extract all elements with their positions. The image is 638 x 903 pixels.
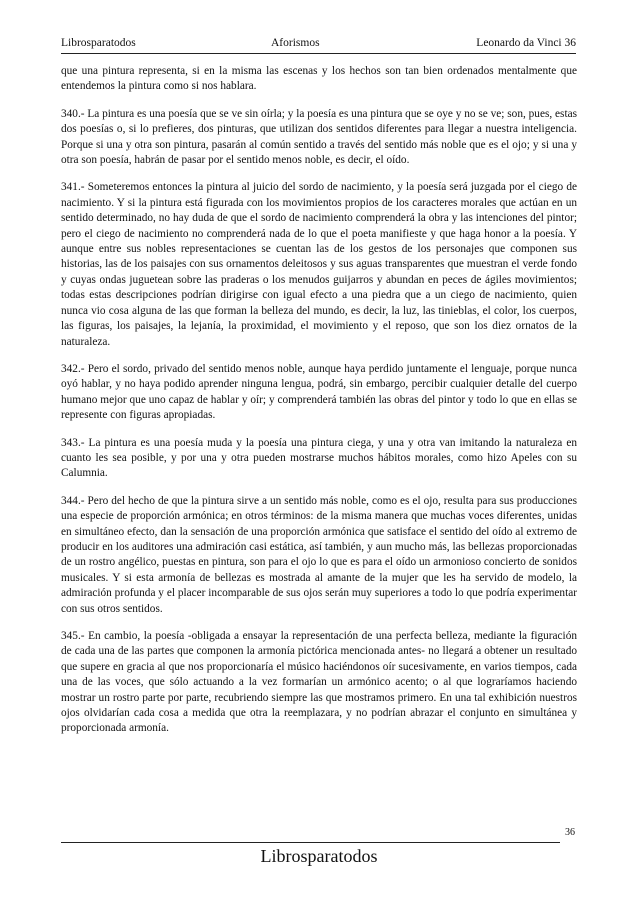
paragraph: 345.- En cambio, la poesía -obligada a ensayar la representación de una perfecta belleza, mediante la figuración de cada una de las partes que componen la armonía pictórica mencionada antes- no llegará a obtener un resultado que supere en gracia al que nos proporcionaría el músico haciéndonos oír sucesivamente, en varios tiempos, cada una de las voces, que sólo actuando a la vez formarían un armónico acento; o al que lograríamos haciendo mostrar un rostro parte por parte, recubriendo siempre las que mostramos primero. En una tal exhibición nuestros ojos olvidarían cada cosa a medida que otra la reemplazara, y no podrían abrazar el conjunto en simultánea y proporcionada armonía. — [61, 630, 577, 735]
footer-site-name: Librosparatodos — [260, 846, 378, 866]
header-book-title: Aforismos — [271, 37, 320, 49]
page-body — [61, 64, 577, 749]
paragraph: 340.- La pintura es una poesía que se ve sin oírla; y la poesía es una pintura que se oye y no se ve; son, pues, estas dos poesías o, si lo prefieres, dos pinturas, que utilizan dos sentidos diferentes para llegar a nuestra inteligencia. Porque si una y otra son pintura, pasarán al común sentido a través del sentido más noble que es el ojo; y si una y otra son poesía, habrán de pasar por el sentido menos noble, es decir, el oído. — [61, 107, 577, 167]
page-header — [61, 35, 576, 54]
header-site-name: Librosparatodos — [61, 37, 136, 49]
footer-page-number: 36 — [565, 827, 575, 838]
paragraph: que una pintura representa, si en la misma las escenas y los hechos son tan bien ordenados mentalmente que entendemos la pintura como si nos hablara. — [61, 65, 577, 93]
paragraph: 342.- Pero el sordo, privado del sentido menos noble, aunque haya perdido juntamente el lenguaje, porque nunca oyó hablar, y no haya podido aprender ninguna lengua, podrá, sin embargo, percibir cualquier detalle del cuerpo humano mejor que uno capaz de hablar y oír; y comprenderá también las obras del pintor y todo lo que en ellas se represente con figuras apropiadas. — [61, 362, 577, 422]
paragraph: 344.- Pero del hecho de que la pintura sirve a un sentido más noble, como es el ojo, resulta para sus producciones una especie de proporción armónica; en otros términos: de la misma manera que muchas voces diferentes, unidas en simultáneo efecto, dan la sensación de una proporción armónica que satisface el sentido del oído al extremo de producir en los auditores una admiración casi estática, así también, y aun mucho más, las bellezas proporcionadas de un rostro angélico, puestas en pintura, son para el ojo lo que es para el oído un armonioso concierto de sonidos musicales. Y si esta armonía de bellezas es mostrada al amante de la mujer que les ha servido de modelo, la admiración profunda y el placer incomparable de sus ojos serán muy superiores a todo lo que podría experimentar con sus otros sentidos. — [61, 494, 577, 615]
paragraph: 341.- Someteremos entonces la pintura al juicio del sordo de nacimiento, y la poesía será juzgada por el ciego de nacimiento. Y si la pintura está figurada con los movimientos propios de los caracteres morales que actúan en un sentido determinado, no hay duda de que el sordo de nacimiento comprenderá la obra y las intenciones del pintor; pero el ciego de nacimiento no comprenderá nada de lo que el poeta manifieste y que haga honor a la poesía. Y aunque entre sus nobles representaciones se cuentan las de los gestos de los personajes que componen sus historias, las de los paisajes con sus ornamentos deleitosos y sus aguas transparentes que muestran el verde fondo y cuyas ondas juguetean sobre las praderas o los menudos guijarros y abundan en peces de ágiles movimientos; todas estas descripciones podrían dirigirse con igual efecto a una piedra que a un ciego de nacimiento, quien nunca vio cosa alguna de las que forman la belleza del mundo, es decir, la luz, las tinieblas, el color, los cuerpos, las figuras, los paisajes, la lejanía, la proximidad, el movimiento y el reposo, que son los diez ornatos de la naturaleza. — [61, 181, 577, 348]
paragraph: 343.- La pintura es una poesía muda y la poesía una pintura ciega, y una y otra van imitando la naturaleza en cuanto les sea posible, y por una y otra pueden mostrarse muchos hábitos morales, como hizo Apeles con su Calumnia. — [61, 436, 577, 480]
footer-divider — [61, 842, 560, 843]
header-author-page: Leonardo da Vinci 36 — [476, 37, 576, 49]
